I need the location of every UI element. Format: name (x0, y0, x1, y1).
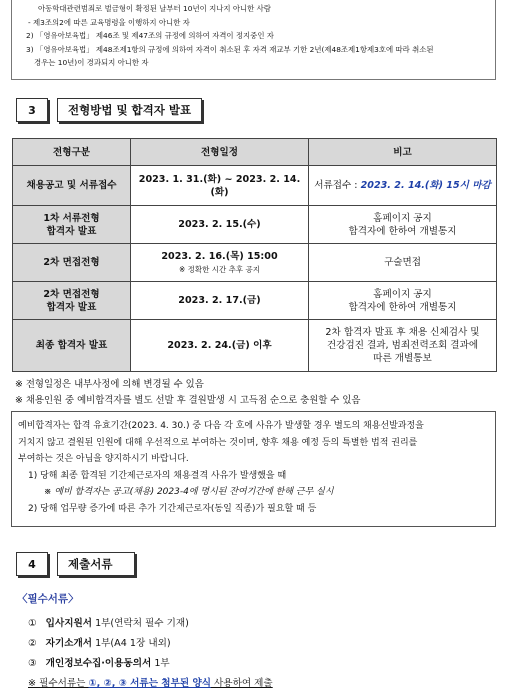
date-cell: 2023. 2. 24.(금) 이후 (131, 320, 309, 372)
notice-line: 1) 당해 최종 합격된 기간제근로자의 채용결격 사유가 발생했을 때 (28, 470, 287, 481)
header-cell: 전형구분 (13, 139, 131, 166)
notice-line: 부여하는 것은 아님을 양지하시기 바랍니다. (18, 454, 189, 464)
category-line: 합격자 발표 (46, 225, 97, 237)
note-prefix: 서류접수 : (314, 180, 361, 191)
schedule-note: ※ 전형일정은 내부사정에 의해 변경될 수 있음 (15, 379, 204, 390)
section-number: 4 (16, 552, 48, 576)
category-cell (13, 282, 131, 320)
category-cell: 채용공고 및 서류접수 (13, 166, 131, 206)
item-number: ② (28, 638, 37, 649)
category-cell: 2차 면접전형 (13, 244, 131, 282)
date-cell: 2023. 2. 15.(수) (131, 206, 309, 244)
table-row (13, 282, 497, 320)
footnote-emphasis: ①, ②, ③ 서류는 첨부된 양식 (88, 678, 211, 689)
note-line: 2차 합격자 발표 후 채용 신체검사 및 (325, 327, 480, 338)
table-row (13, 206, 497, 244)
note-line: 따른 개별통보 (373, 353, 432, 364)
notice-line: 거치지 않고 결원된 인원에 대해 우선적으로 부여하는 것이며, 향후 채용 예정 등의 특별한 법적 권리를 (18, 437, 418, 448)
disqualification-box (11, 0, 496, 80)
note-line: 홈페이지 공지 (373, 288, 432, 300)
schedule-table (12, 138, 497, 372)
footnote-suffix: 사용하여 제출 (210, 678, 273, 689)
table-header-row (13, 139, 497, 166)
section-number: 3 (16, 98, 48, 122)
date-cell: 2023. 2. 17.(금) (131, 282, 309, 320)
disqualification-line: - 제3조의2에 따른 교육명령을 이행하지 아니한 자 (28, 17, 190, 27)
item-detail: 1부(연락처 필수 기재) (92, 618, 189, 629)
note-cell (309, 282, 497, 320)
note-cell (309, 320, 497, 372)
disqualification-line: 아동학대관련범죄로 벌금형이 확정된 날부터 10년이 지나지 아니한 사람 (38, 4, 271, 13)
section-4-header (16, 552, 135, 576)
section-title: 전형방법 및 합격자 발표 (57, 98, 202, 122)
notice-line: ※ 예비 합격자는 공고(채용) 2023-4에 명시된 잔여기간에 한해 근무 실시 (44, 487, 334, 497)
schedule-note: ※ 채용인원 중 예비합격자를 별도 선발 후 결원발생 시 고득점 순으로 충원할 수 있음 (15, 395, 361, 406)
table-row (13, 320, 497, 372)
note-cell (309, 166, 497, 206)
disqualification-line: 경우는 10년)이 경과되지 아니한 자 (34, 58, 149, 67)
table-row (13, 166, 497, 206)
category-line: 합격자 발표 (46, 301, 97, 313)
table-row (13, 244, 497, 282)
disqualification-line: 3) 「영유아보육법」 제48조제1항의 규정에 의하여 자격이 취소된 후 자격 재교부 기한 2년(제48조제1항제3호에 따라 취소된 (26, 44, 434, 54)
reserve-candidate-notice (11, 411, 496, 527)
required-doc-item (28, 635, 171, 649)
note-line: 합격자에 한하여 개별통지 (348, 301, 457, 313)
section-title: 제출서류 (57, 552, 135, 576)
date-subnote: ※ 정확한 시간 추후 공지 (178, 264, 261, 274)
category-line: 2차 면접전형 (43, 288, 100, 300)
item-name: 개인정보수집·이용동의서 (45, 658, 152, 669)
category-cell (13, 206, 131, 244)
disqualification-line: 2) 「영유아보육법」 제46조 및 제47조의 규정에 의하여 자격이 정지중인 자 (26, 31, 274, 40)
note-line: 건강검진 결과, 범죄전력조회 결과에 (326, 340, 479, 351)
header-cell: 비고 (309, 139, 497, 166)
notice-line: 예비합격자는 합격 유효기간(2023. 4. 30.) 중 다음 각 호에 사유가 발생할 경우 별도의 채용선발과정을 (18, 421, 424, 431)
required-docs-footnote (28, 675, 273, 689)
deadline-text: 2023. 2. 14.(화) 15시 마감 (360, 180, 491, 191)
note-cell (309, 206, 497, 244)
item-name: 자기소개서 (45, 638, 93, 649)
section-3-header (16, 98, 202, 122)
category-line: 1차 서류전형 (43, 212, 100, 224)
footnote-prefix: ※ 필수서류는 (28, 678, 89, 689)
date-cell (131, 244, 309, 282)
item-detail: 1부(A4 1장 내외) (92, 638, 171, 649)
item-number: ① (28, 618, 37, 629)
category-cell: 최종 합격자 발표 (13, 320, 131, 372)
header-cell: 전형일정 (131, 139, 309, 166)
item-name: 입사지원서 (45, 618, 93, 629)
date-text: 2023. 2. 16.(목) 15:00 (161, 250, 278, 262)
note-line: 합격자에 한하여 개별통지 (348, 225, 457, 237)
date-cell: 2023. 1. 31.(화) ~ 2023. 2. 14.(화) (131, 166, 309, 206)
required-doc-item (28, 655, 170, 669)
note-line: 홈페이지 공지 (373, 212, 432, 224)
required-docs-title: 〈필수서류〉 (17, 593, 79, 605)
notice-line: 2) 당해 업무량 증가에 따른 추가 기간제근로자(동일 직종)가 필요할 때 등 (28, 503, 317, 514)
item-detail: 1부 (151, 658, 170, 669)
required-doc-item (28, 615, 189, 629)
item-number: ③ (28, 658, 37, 669)
note-cell: 구술면접 (309, 244, 497, 282)
